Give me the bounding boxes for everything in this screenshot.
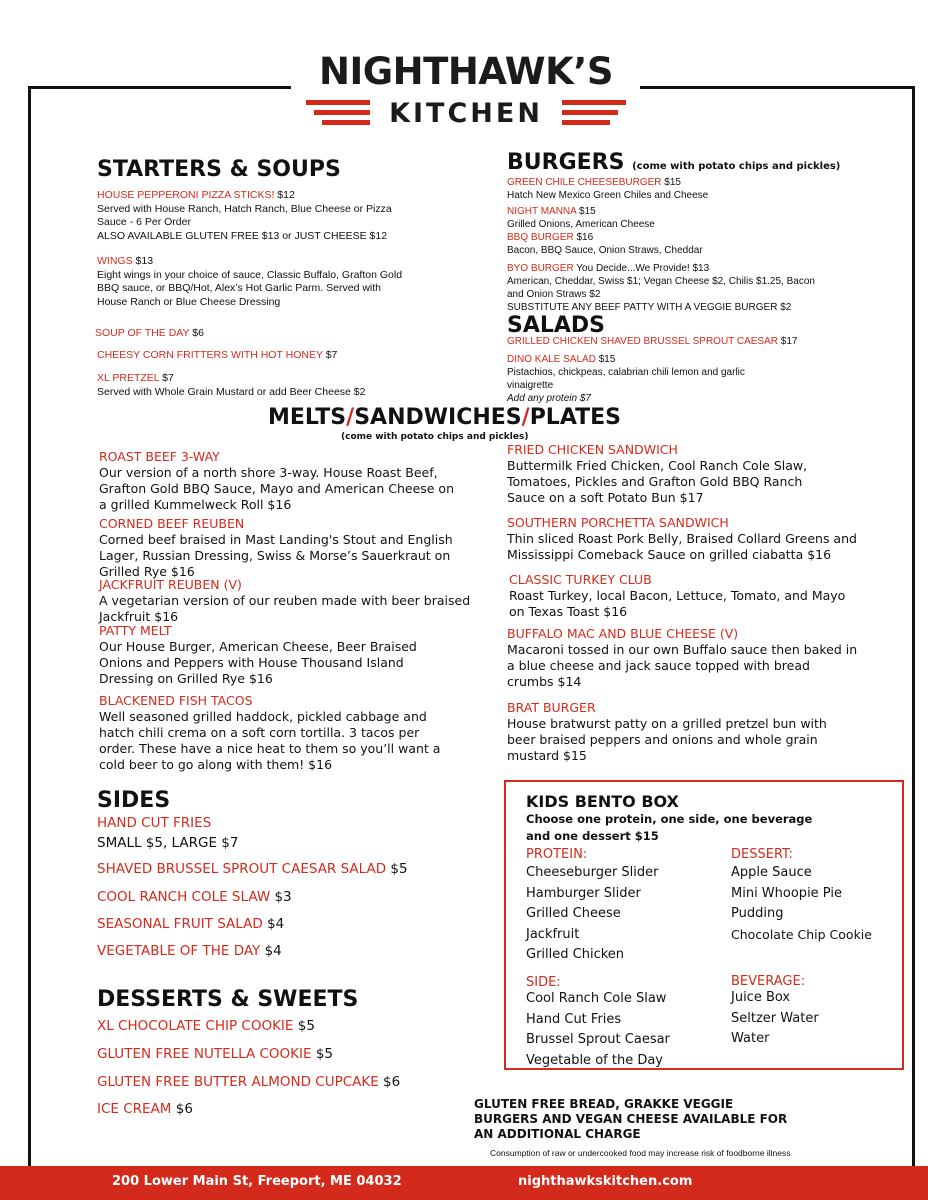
item-price: $15 [661,177,681,188]
item-name: PATTY MELT [99,623,172,638]
item-name: GLUTEN FREE NUTELLA COOKIE [97,1046,312,1062]
item-desc: House bratwurst patty on a grilled pretzel bun with [507,716,827,731]
note-line: AN ADDITIONAL CHARGE [474,1127,641,1141]
item-desc: Served with House Ranch, Hatch Ranch, Blue Cheese or Pizza [97,202,392,215]
item-desc: Grilled Onions, American Cheese [507,219,655,230]
item-name: SOUTHERN PORCHETTA SANDWICH [507,515,729,530]
item-name: BBQ BURGER [507,232,574,243]
item-desc: Sauce on a soft Potato Bun $17 [507,490,704,505]
kids-protein-label: PROTEIN: [526,847,588,862]
menu-item [507,442,807,506]
item-name: SEASONAL FRUIT SALAD [97,916,263,932]
item-price: $6 [378,1074,401,1090]
menu-item [509,572,845,620]
item-price: $6 [189,327,204,339]
kids-dessert-label: DESSERT: [731,847,793,862]
item-price: $3 [270,889,292,905]
item-price: $5 [311,1046,334,1062]
item-name: CHEESY CORN FRITTERS WITH HOT HONEY [97,349,323,361]
item-desc: Eight wings in your choice of sauce, Classic Buffalo, Grafton Gold [97,268,403,281]
gluten-free-note [474,1097,787,1142]
item-price: You Decide...We Provide! $13 [573,263,710,274]
item-desc: Bacon, BBQ Sauce, Onion Straws, Cheddar [507,245,703,256]
item-desc: Grafton Gold BBQ Sauce, Mayo and American Cheese on [99,481,455,496]
item-desc: A vegetarian version of our reuben made with beer braised [99,593,471,608]
list-item: Grilled Cheese [526,906,621,921]
item-desc: Onions and Peppers with House Thousand Island [99,655,404,670]
item-desc: Thin sliced Roast Pork Belly, Braised Collard Greens and [507,531,857,546]
footer-bar [0,1166,928,1200]
menu-item [99,516,453,580]
website-link[interactable]: nighthawkskitchen.com [518,1174,693,1189]
menu-item [507,231,703,257]
menu-item [97,916,284,933]
list-item: Cool Ranch Cole Slaw [526,991,667,1006]
item-name: SOUP OF THE DAY [95,327,190,339]
item-name: BUFFALO MAC AND BLUE CHEESE (V) [507,626,739,641]
frame-top-left-border [28,86,291,89]
item-desc: vinaigrette [507,380,554,391]
desserts-heading: DESSERTS & SWEETS [97,987,359,1012]
list-item: Hand Cut Fries [526,1011,622,1027]
item-desc: BBQ sauce, or BBQ/Hot, Alex’s Hot Garlic Parm. Served with [97,282,381,294]
title-slash: / [521,405,530,430]
melts-title: MELTS [268,405,347,430]
menu-item [97,1074,400,1091]
item-price: $4 [260,943,282,959]
menu-item [97,889,292,906]
item-desc: Corned beef braised in Mast Landing's Stout and English [99,532,453,547]
item-price: $12 [274,189,295,201]
item-name: SHAVED BRUSSEL SPROUT CAESAR SALAD [97,861,387,877]
item-desc: crumbs $14 [507,674,582,689]
item-desc: Jackfruit $16 [99,609,179,624]
menu-item [507,205,655,231]
item-desc: mustard $15 [507,748,587,763]
menu-item [507,262,815,314]
menu-item [97,189,392,243]
menu-item [97,372,365,399]
logo-stripe [562,100,626,105]
list-item: Juice Box [731,990,791,1005]
item-desc: cold beer to go along with them! $16 [99,757,333,772]
kids-subtitle: and one dessert $15 [526,829,659,843]
item-desc: hatch chili crema on a soft corn tortilla. 3 tacos per [99,725,420,740]
menu-item [97,255,402,309]
plates-title: PLATES [529,405,622,430]
item-price: $5 [386,861,408,877]
logo-stripe [562,120,610,125]
item-name: GLUTEN FREE BUTTER ALMOND CUPCAKE [97,1074,379,1090]
list-item: Apple Sauce [731,865,812,880]
melts-heading [268,405,621,431]
item-price: $5 [293,1018,315,1034]
kids-subtitle: Choose one protein, one side, one beverage [526,812,813,826]
menu-item [99,577,470,625]
kids-side-label: SIDE: [526,975,561,990]
frame-left-border [28,86,31,1168]
item-price: $17 [778,336,798,347]
item-price: $15 [595,354,616,365]
starters-heading: STARTERS & SOUPS [97,157,341,182]
sides-heading: SIDES [97,788,171,813]
item-desc: Lager, Russian Dressing, Swiss & Morse’s Sauerkraut on [99,548,451,563]
frame-top-right-border [640,86,915,89]
item-desc: Buttermilk Fried Chicken, Cool Ranch Cole Slaw, [507,458,808,473]
item-price: $16 [573,232,594,243]
menu-item [97,1101,193,1118]
list-item: Water [731,1031,770,1046]
kids-beverage-label: BEVERAGE: [731,974,806,989]
item-desc: a grilled Kummelweck Roll $16 [99,497,292,512]
kids-side-list [526,989,670,1071]
item-desc: American, Cheddar, Swiss $1; Vegan Cheese $2, Chilis $1.25, Bacon [507,276,815,287]
burgers-note: (come with potato chips and pickles) [632,161,841,172]
item-price: $13 [132,255,154,267]
menu-item [99,623,417,687]
menu-item [97,815,238,852]
item-name: BYO BURGER [507,263,574,274]
item-desc: order. These have a nice heat to them so you’ll want a [99,741,441,756]
item-desc: Our House Burger, American Cheese, Beer Braised [99,639,417,654]
item-name: GRILLED CHICKEN SHAVED BRUSSEL SPROUT CAESAR [507,336,778,347]
list-item: Hamburger Slider [526,885,641,901]
menu-item [97,1018,315,1035]
item-name: DINO KALE SALAD [507,354,596,365]
kids-dessert-list [731,863,872,946]
item-price: $4 [262,916,285,932]
item-price: SMALL $5, LARGE $7 [97,835,239,851]
item-name: XL PRETZEL [97,372,160,384]
item-name: VEGETABLE OF THE DAY [97,943,261,959]
item-price: $15 [576,206,596,217]
item-desc: beer braised peppers and onions and whole grain [507,732,818,747]
logo-line1: NIGHTHAWK’S [319,50,613,93]
item-name: JACKFRUIT REUBEN (V) [99,577,242,592]
item-name: NIGHT MANNA [507,206,577,217]
item-desc: Well seasoned grilled haddock, pickled cabbage and [99,709,427,724]
item-desc: Mississippi Comeback Sauce on grilled ciabatta $16 [507,547,832,562]
list-item: Brussel Sprout Caesar [526,1032,670,1047]
address: 200 Lower Main St, Freeport, ME 04032 [112,1174,402,1189]
item-desc: Pistachios, chickpeas, calabrian chili lemon and garlic [507,367,745,378]
menu-item [97,943,282,960]
list-item: Mini Whoopie Pie [731,885,842,901]
kids-beverage-list [731,988,819,1050]
item-desc: Macaroni tossed in our own Buffalo sauce then baked in [507,642,858,657]
item-name: HOUSE PEPPERONI PIZZA STICKS! [97,189,275,201]
item-name: BRAT BURGER [507,700,596,715]
salads-heading: SALADS [507,313,606,338]
logo-line2: KITCHEN [389,98,543,129]
item-desc: on Texas Toast $16 [509,604,628,619]
kids-title: KIDS BENTO BOX [526,792,679,811]
item-desc: and Onion Straws $2 [507,289,601,300]
item-name: BLACKENED FISH TACOS [99,693,253,708]
item-name: ROAST BEEF 3-WAY [99,449,220,464]
menu-item [97,861,408,878]
menu-item [507,515,857,563]
item-name: GREEN CHILE CHEESEBURGER [507,177,662,188]
list-item: Cheeseburger Slider [526,865,659,880]
item-desc: Dressing on Grilled Rye $16 [99,671,273,686]
item-desc: Sauce - 6 Per Order [97,216,191,228]
logo-stripe [562,110,618,115]
menu-item [97,349,337,363]
menu-item [507,335,797,348]
note-line: BURGERS AND VEGAN CHEESE AVAILABLE FOR [474,1112,788,1126]
item-name: ICE CREAM [97,1101,172,1117]
item-price: $7 [322,349,338,361]
menu-item [507,626,857,690]
list-item: Pudding [731,906,784,921]
note-line: GLUTEN FREE BREAD, GRAKKE VEGGIE [474,1097,734,1111]
item-desc: a blue cheese and jack sauce topped with bread [507,658,810,673]
item-price: $7 [159,372,174,384]
item-name: XL CHOCOLATE CHIP COOKIE [97,1018,294,1034]
list-item: Grilled Chicken [526,947,625,962]
menu-item [507,353,745,405]
list-item: Chocolate Chip Cookie [731,926,872,942]
kids-protein-list [526,863,659,966]
item-name: CLASSIC TURKEY CLUB [509,572,652,587]
item-desc: Roast Turkey, local Bacon, Lettuce, Tomato, and Mayo [509,588,846,603]
sandwiches-title: SANDWICHES [354,405,522,430]
item-desc: Grilled Rye $16 [99,564,195,579]
melts-note: (come with potato chips and pickles) [341,432,529,442]
title-slash: / [346,405,355,430]
burgers-title: BURGERS [507,150,625,175]
item-name: WINGS [97,255,133,267]
menu-item [99,449,454,513]
list-item: Vegetable of the Day [526,1052,663,1068]
item-desc: Tomatoes, Pickles and Grafton Gold BBQ Ranch [507,474,803,489]
item-price: $6 [171,1101,193,1117]
restaurant-logo [300,50,632,132]
item-name: COOL RANCH COLE SLAW [97,889,271,905]
item-desc: Hatch New Mexico Green Chiles and Cheese [507,190,709,201]
menu-item [97,1046,333,1063]
menu-item [99,693,440,773]
menu-item [95,327,204,341]
frame-right-border [912,86,915,1168]
item-name: HAND CUT FRIES [97,815,212,831]
item-desc: Served with Whole Grain Mustard or add Beer Cheese $2 [97,385,366,398]
item-desc: Our version of a north shore 3-way. House Roast Beef, [99,465,438,480]
menu-item [507,176,708,202]
item-name: CORNED BEEF REUBEN [99,516,245,531]
kids-bento-box [504,780,904,1070]
item-desc: ALSO AVAILABLE GLUTEN FREE $13 or JUST CHEESE $12 [97,229,388,242]
item-name: FRIED CHICKEN SANDWICH [507,442,678,457]
menu-item [507,700,827,764]
item-note: Add any protein $7 [507,393,591,404]
list-item: Jackfruit [526,926,580,942]
list-item: Seltzer Water [731,1010,819,1026]
item-desc: SUBSTITUTE ANY BEEF PATTY WITH A VEGGIE BURGER $2 [507,302,792,313]
consumption-warning: Consumption of raw or undercooked food may increase risk of foodborne illness [490,1148,791,1158]
item-desc: House Ranch or Blue Cheese Dressing [97,295,281,308]
